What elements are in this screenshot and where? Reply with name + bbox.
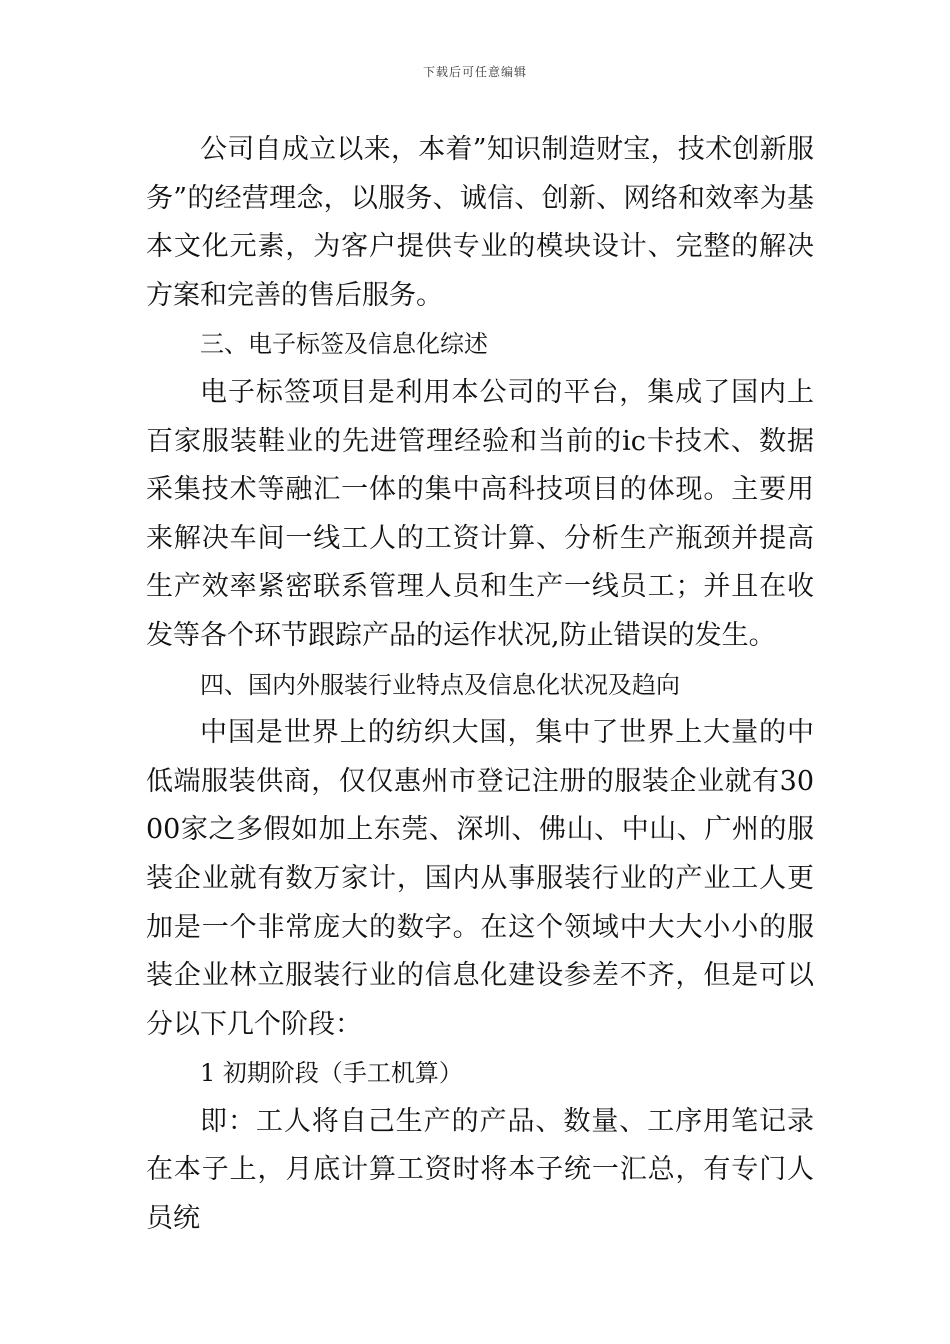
paragraph-initial-stage: 即：工人将自己生产的产品、数量、工序用笔记录在本子上，月底计算工资时将本子统一汇总，有专门人员统 [146,1105,814,1235]
section-heading-industry-trends: 四、国内外服装行业特点及信息化状况及趋向 [200,670,680,699]
paragraph-rfid-project: 电子标签项目是利用本公司的平台，集成了国内上百家服装鞋业的先进管理经验和当前的ic卡技术、数据采集技术等融汇一体的集中高科技项目的体现。主要用来解决车间一线工人的工资计算、分析生产瓶颈并提高生产效率紧密联系管理人员和生产一线员工；并且在收发等各个环节跟踪产品的运作状况,防止错误的发生。 [146,376,814,651]
subsection-heading-initial-stage: 1 初期阶段（手工机算） [200,1059,463,1088]
section-heading-rfid-overview: 三、电子标签及信息化综述 [200,330,488,359]
paragraph-company-philosophy: 公司自成立以来，本着”知识制造财宝，技术创新服务”的经营理念，以服务、诚信、创新、网络和效率为基本文化元素，为客户提供专业的模块设计、完整的解决方案和完善的售后服务。 [146,134,814,311]
document-body [146,126,814,1244]
page-header: 下载后可任意编辑 [422,65,527,79]
paragraph-industry-status: 中国是世界上的纺织大国，集中了世界上大量的中低端服装供商，仅仅惠州市登记注册的服装企业就有3000家之多假如加上东莞、深圳、佛山、中山、广州的服装企业就有数万家计，国内从事服装行业的产业工人更加是一个非常庞大的数字。在这个领域中大大小小的服装企业林立服装行业的信息化建设参差不齐，但是可以分以下几个阶段： [146,717,814,1040]
